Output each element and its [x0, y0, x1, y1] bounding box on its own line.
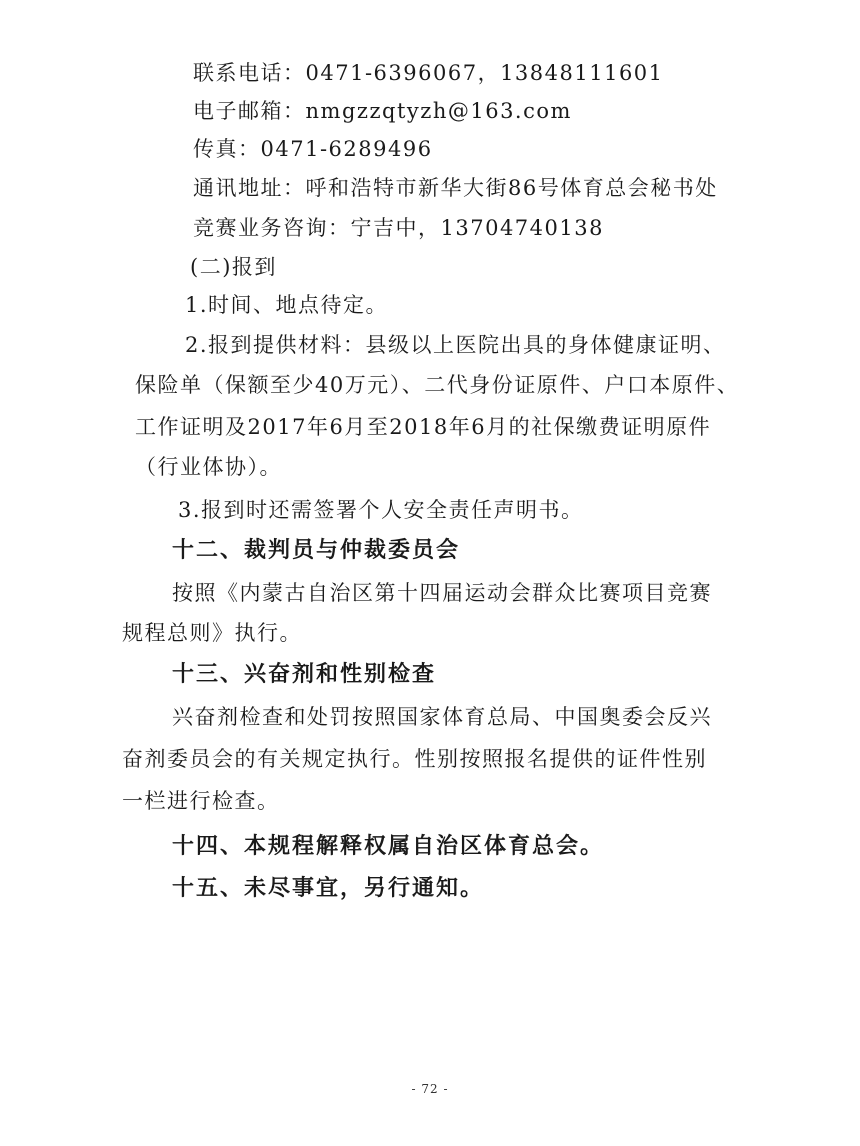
contact-phone: 联系电话：0471-6396067，13848111601: [193, 61, 664, 85]
registration-item-2-line-2: 保险单（保额至少40万元）、二代身份证原件、户口本原件、: [135, 373, 740, 397]
section-12-heading: 十二、裁判员与仲裁委员会: [172, 538, 461, 563]
registration-title: (二)报到: [190, 255, 277, 279]
page-number: - 72 -: [411, 1082, 449, 1096]
registration-item-2-line-3: 工作证明及2017年6月至2018年6月的社保缴费证明原件: [135, 415, 712, 439]
contact-email: 电子邮箱：nmgzzqtyzh@163.com: [193, 99, 572, 123]
contact-fax: 传真：0471-6289496: [193, 137, 433, 161]
section-13-line-3: 一栏进行检查。: [122, 789, 280, 813]
registration-item-2-line-4: （行业体协）。: [135, 455, 282, 479]
section-14-heading: 十四、本规程解释权属自治区体育总会。: [172, 834, 605, 859]
section-12-line-1: 按照《内蒙古自治区第十四届运动会群众比赛项目竞赛: [172, 581, 712, 605]
registration-item-1: 1.时间、地点待定。: [185, 293, 389, 317]
section-13-line-2: 奋剂委员会的有关规定执行。性别按照报名提供的证件性别: [122, 747, 707, 771]
section-15-heading: 十五、未尽事宜，另行通知。: [172, 876, 485, 901]
section-12-line-2: 规程总则》执行。: [122, 621, 302, 645]
section-13-line-1: 兴奋剂检查和处罚按照国家体育总局、中国奥委会反兴: [172, 705, 712, 729]
registration-item-2-line-1: 2.报到提供材料：县级以上医院出具的身体健康证明、: [185, 333, 726, 357]
section-13-heading: 十三、兴奋剂和性别检查: [172, 662, 437, 687]
registration-item-3: 3.报到时还需签署个人安全责任声明书。: [178, 498, 584, 522]
contact-consult: 竞赛业务咨询：宁吉中，13704740138: [193, 216, 604, 240]
contact-address: 通讯地址：呼和浩特市新华大街86号体育总会秘书处: [193, 176, 718, 200]
